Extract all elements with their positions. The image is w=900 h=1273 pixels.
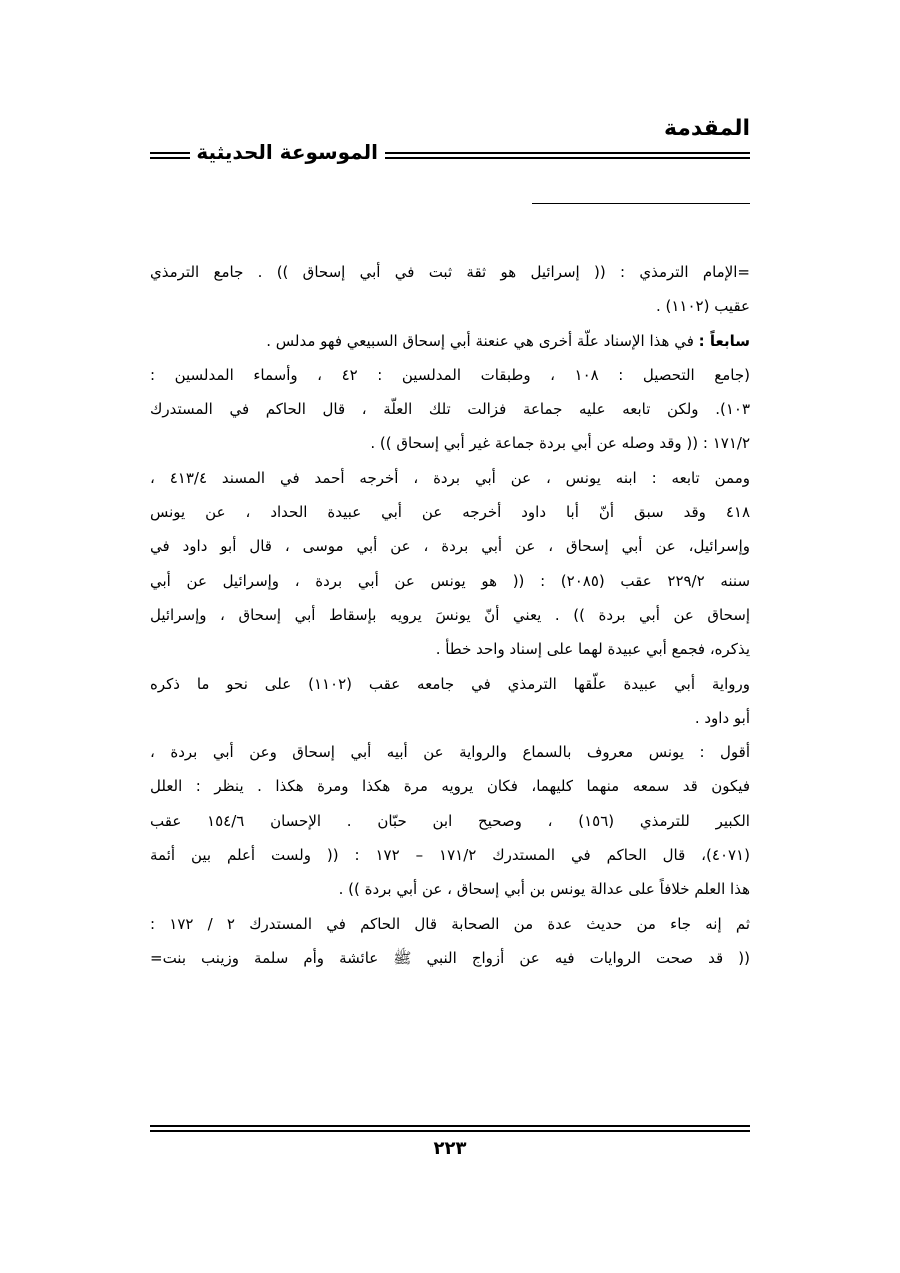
text-line: =الإمام الترمذي : (( إسرائيل هو ثقة ثبت في أبي إسحاق )) . جامع الترمذي [150,263,750,281]
text-line: (جامع التحصيل : ١٠٨ ، وطبقات المدلسين : ٤٢ ، وأسماء المدلسين : [150,365,750,384]
text-line: هذا العلم خلافاً على عدالة يونس بن أبي إسحاق ، عن أبي بردة )) . [338,880,750,899]
text-line: الكبير للترمذي (١٥٦) ، وصحيح ابن حبّان . الإحسان ١٥٤/٦ عقب [150,811,750,830]
header-double-rule [385,152,750,159]
text-line: إسحاق عن أبي بردة )) . يعني أنّ يونسَ يرويه بإسقاط أبي إسحاق ، وإسرائيل [150,605,750,624]
text-line: وإسرائيل، عن أبي إسحاق ، عن أبي بردة ، عن أبي موسى ، قال أبو داود في [150,537,750,556]
text-line: (٤٠٧١)، قال الحاكم في المستدرك ١٧١/٢ – ١٧٢ : (( ولست أعلم بين أئمة [150,846,750,865]
footnote-separator [532,203,750,204]
text-line: ثم إنه جاء من حديث عدة من الصحابة قال الحاكم في المستدرك ٢ / ١٧٢ : [150,914,750,933]
text-line: ٤١٨ وقد سبق أنّ أبا داود أخرجه عن أبي عبيدة الحداد ، عن يونس [150,503,750,522]
text-line: أبو داود . [694,708,750,727]
section-title: المقدمة [663,116,750,141]
text-line: فيكون قد سمعه منهما كليهما، فكان يرويه مرة هكذا ومرة هكذا . ينظر : العلل [150,777,750,796]
text-line: وممن تابعه : ابنه يونس ، عن أبي بردة ، أخرجه أحمد في المسند ٤١٣/٤ ، [150,468,750,487]
text-line: ١٠٣). ولكن تابعه عليه جماعة فزالت تلك العلّة ، قال الحاكم في المستدرك [150,400,750,419]
bold-lead-label: سابعاً : [698,331,750,350]
footnote-body [150,255,750,975]
book-title: الموسوعة الحديثية [196,140,378,164]
text-line [150,324,750,358]
page-number: ٢٢٣ [433,1138,467,1159]
text-run: في هذا الإسناد علّة أخرى هي عنعنة أبي إسحاق السبيعي فهو مدلس . [266,331,694,350]
text-line: ١٧١/٢ : (( وقد وصله عن أبي بردة جماعة غير أبي إسحاق )) . [370,434,750,453]
text-line: (( قد صحت الروايات فيه عن أزواج النبي ﷺ عائشة وأم سلمة وزينب بنت= [150,948,750,967]
text-line: عقيب (١١٠٢) . [655,297,750,316]
text-line: ورواية أبي عبيدة علّقها الترمذي في جامعه عقب (١١٠٢) على نحو ما ذكره [150,674,750,693]
text-line: سننه ٢٢٩/٢ عقب (٢٠٨٥) : (( هو يونس عن أبي بردة ، وإسرائيل عن أبي [150,571,750,590]
header-double-rule-short [150,152,190,159]
text-line: أقول : يونس معروف بالسماع والرواية عن أبيه أبي إسحاق وعن أبي بردة ، [150,743,750,762]
text-line: يذكره، فجمع أبي عبيدة لهما على إسناد واحد خطأ . [435,640,750,659]
footer-double-rule [150,1125,750,1132]
